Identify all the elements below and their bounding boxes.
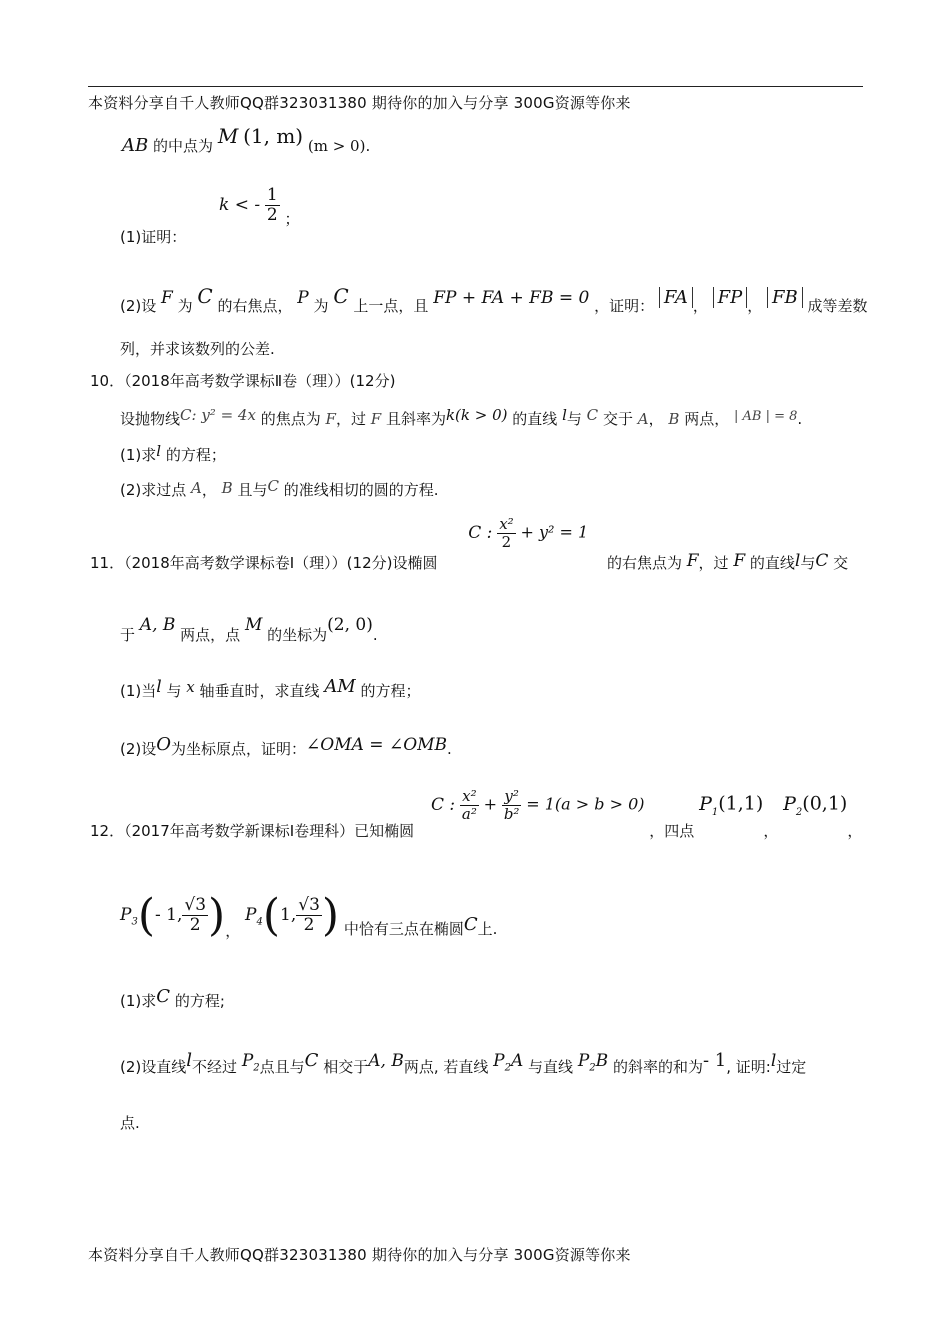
q10-s4: 的焦点为 bbox=[260, 410, 321, 428]
q12-p2-l2: l bbox=[770, 1051, 777, 1071]
q9-cond: (m > 0) bbox=[307, 137, 366, 155]
frac-num: √3 bbox=[298, 895, 320, 916]
P-letter: P bbox=[699, 792, 712, 815]
q11-line1 bbox=[90, 515, 849, 572]
q11-p1: (1)当 bbox=[120, 682, 157, 700]
q12-p2-minus1: - 1 bbox=[702, 1050, 727, 1071]
q12-P3-close-paren: ) bbox=[208, 890, 226, 941]
q9-abs-FP: FP bbox=[713, 287, 748, 308]
q9-abs-FA: FA bbox=[659, 287, 693, 308]
P-sub: 2 bbox=[589, 1062, 596, 1074]
q11-p1-c: 轴垂直时，求直线 bbox=[199, 682, 320, 700]
q12-p2-l: l bbox=[186, 1050, 193, 1071]
q9-t5: ，证明： bbox=[594, 297, 655, 315]
q11-C: C : bbox=[468, 522, 493, 543]
q12-t1: ，四点 bbox=[649, 821, 695, 840]
q12-P4-close-paren: ) bbox=[321, 890, 340, 941]
q10-s10: 的直线 bbox=[512, 410, 558, 428]
q10-l: l bbox=[562, 406, 567, 424]
q11-line2 bbox=[120, 614, 378, 644]
q11-F2: F bbox=[733, 550, 746, 571]
P-sub: 2 bbox=[504, 1062, 511, 1074]
q12-c2: ， bbox=[847, 821, 863, 840]
q12-P1 bbox=[699, 792, 719, 818]
q9-t4: 上一点，且 bbox=[353, 297, 429, 315]
q12-P4-frac bbox=[296, 896, 322, 934]
q10-s18: 两点， bbox=[684, 410, 730, 428]
q12-p1-end: 的方程; bbox=[174, 992, 225, 1010]
q12-part1 bbox=[120, 986, 225, 1010]
frac-den: 2 bbox=[189, 915, 201, 935]
q9-C: C bbox=[197, 284, 213, 308]
q10-p2-comma: ， bbox=[201, 481, 217, 499]
q10-B: B bbox=[668, 410, 680, 428]
q12-p2-C: C bbox=[304, 1050, 319, 1071]
q10-p2-t: 且与 bbox=[237, 481, 268, 499]
q12-plus: + bbox=[483, 794, 498, 814]
q9-point: (1, m) bbox=[243, 124, 304, 148]
q11-angle-eq: ∠OMA = ∠OMB bbox=[306, 735, 448, 755]
q9-m: M bbox=[217, 124, 239, 148]
P-letter: P bbox=[120, 905, 132, 925]
q12-t3: 上. bbox=[477, 920, 498, 938]
q9-continuation bbox=[122, 124, 371, 156]
P-sub: 2 bbox=[795, 806, 803, 818]
q9-part1-end: ； bbox=[284, 209, 300, 228]
q10-F: F bbox=[325, 410, 336, 428]
q11-p1-d: 的方程； bbox=[360, 682, 421, 700]
q12-eq-rest: = 1(a > b > 0) bbox=[526, 794, 645, 814]
P-sub: 1 bbox=[711, 806, 719, 818]
q12-p2-P2B bbox=[577, 1051, 609, 1074]
q9-vector-eq: FP + FA + FB = 0 bbox=[433, 288, 590, 308]
q9-part1 bbox=[120, 185, 300, 246]
P-letter: P bbox=[245, 905, 257, 925]
q12-p2-f: 与直线 bbox=[528, 1058, 574, 1076]
q11-l2-b: 两点，点 bbox=[180, 626, 241, 644]
q12-p2-d: 相交于 bbox=[323, 1058, 369, 1076]
q12-P2 bbox=[783, 792, 803, 818]
q9-abs-FB: FB bbox=[767, 287, 803, 308]
q10-F2: F bbox=[370, 410, 382, 428]
q12-p2-P2 bbox=[241, 1051, 260, 1074]
q11-l2-a: 于 bbox=[120, 626, 136, 644]
q9-part1-frac bbox=[265, 186, 280, 224]
q12-p2-h: , 证明: bbox=[726, 1058, 771, 1076]
q12-p2-AB: A, B bbox=[368, 1051, 404, 1071]
q12-heading: 12．（2017年高考数学新课标Ⅰ卷理科）已知椭圆 bbox=[90, 821, 415, 840]
q10-p2-A: A bbox=[191, 479, 202, 497]
q10-p1: (1)求 bbox=[120, 446, 157, 464]
q9-part2-line2: 列，并求该数列的公差. bbox=[120, 340, 275, 358]
q10-s1: 设抛物线 bbox=[120, 410, 181, 428]
q10-chord: | AB | = 8 bbox=[733, 409, 798, 424]
q9-C2: C bbox=[333, 284, 349, 308]
q9-part2: (2)设 F 为 C 的右焦点， P 为 C 上一点，且 FP + FA + FB = 0 ，证明： FA ， FP ， FB 成等差数 bbox=[120, 284, 868, 315]
q9-F: F bbox=[161, 288, 173, 308]
q12-p2-i: 过定 bbox=[776, 1058, 807, 1076]
q10-p1-end: 的方程； bbox=[165, 446, 226, 464]
q9-part1-label: (1)证明： bbox=[120, 227, 187, 246]
P-sub: 4 bbox=[256, 916, 263, 928]
q12-p1-C: C bbox=[156, 986, 171, 1007]
q11-p2-d: . bbox=[447, 740, 452, 758]
q10-statement bbox=[120, 408, 802, 429]
q12-frac-x bbox=[460, 788, 479, 822]
q9-t6: 成等差数 bbox=[807, 297, 868, 315]
q10-p2: (2)求过点 bbox=[120, 481, 187, 499]
P-letter: P bbox=[241, 1051, 254, 1071]
q10-p1-l: l bbox=[156, 442, 162, 460]
q10-s20: . bbox=[797, 410, 803, 428]
q12-p2-P2A bbox=[493, 1051, 524, 1074]
q9-part2-label: (2)设 bbox=[120, 297, 157, 315]
q11-C2: C bbox=[815, 550, 829, 571]
q11-AB: A, B bbox=[139, 615, 176, 635]
q10-A: A bbox=[637, 410, 649, 428]
q11-part1 bbox=[120, 676, 421, 700]
q9-period: . bbox=[365, 137, 371, 155]
q10-s8: 且斜率为 bbox=[385, 410, 446, 428]
q9-t1: 为 bbox=[177, 297, 193, 315]
q12-P3 bbox=[120, 905, 138, 928]
q12-c3: ， bbox=[225, 922, 241, 940]
q12-p2-e: 两点, 若直线 bbox=[403, 1058, 489, 1076]
frac-den: b² bbox=[503, 804, 520, 823]
q11-t2: ，过 bbox=[698, 553, 729, 572]
q11-M: M bbox=[244, 615, 263, 635]
frac-num: x² bbox=[499, 515, 514, 533]
q10-p2-C: C bbox=[267, 477, 279, 495]
q11-t1: 的右焦点为 bbox=[606, 553, 682, 572]
A-letter: A bbox=[510, 1051, 524, 1071]
P-letter: P bbox=[577, 1051, 590, 1071]
q10-parabola: y² = 4x bbox=[201, 406, 256, 424]
q12-part2 bbox=[120, 1050, 807, 1076]
q10-s12: 与 bbox=[566, 410, 582, 428]
P-sub: 3 bbox=[131, 916, 138, 928]
frac-den: 2 bbox=[266, 204, 278, 225]
P-sub: 2 bbox=[253, 1062, 260, 1074]
q12-P3-frac bbox=[182, 896, 208, 934]
B-letter: B bbox=[595, 1051, 609, 1071]
q10-heading: 10．（2018年高考数学课标Ⅱ卷（理））(12分) bbox=[90, 372, 396, 390]
q9-text: 的中点为 bbox=[153, 137, 214, 155]
q12-P2-coord: (0,1) bbox=[802, 792, 848, 815]
q11-AM: AM bbox=[324, 676, 356, 697]
q9-part1-ineq: k < - bbox=[219, 194, 261, 215]
q12-part2-line2: 点. bbox=[120, 1114, 140, 1132]
q11-t5: 交 bbox=[833, 553, 849, 572]
page-footer: 本资料分享自千人教师QQ群323031380 期待你的加入与分享 300G资源等你来 bbox=[88, 1246, 631, 1264]
q10-C: C: bbox=[180, 406, 197, 424]
q11-l2-c: 的坐标为 bbox=[267, 626, 328, 644]
frac-den: 2 bbox=[501, 532, 512, 551]
q10-part2 bbox=[120, 479, 439, 500]
q12-c1: ， bbox=[763, 821, 779, 840]
q12-P4-open-paren: ( bbox=[262, 890, 280, 941]
q12-P4 bbox=[245, 905, 263, 928]
q11-p1-x: x bbox=[186, 678, 195, 696]
q11-l: l bbox=[794, 550, 801, 571]
q9-ab: AB bbox=[122, 135, 149, 156]
P-letter: P bbox=[783, 792, 796, 815]
P-letter: P bbox=[493, 1051, 505, 1071]
frac-den: a² bbox=[461, 804, 477, 823]
q11-O: O bbox=[156, 734, 172, 755]
q10-part1 bbox=[120, 444, 226, 465]
q12-P3-open-paren: ( bbox=[137, 890, 155, 941]
q11-t3: 的直线 bbox=[749, 553, 795, 572]
q12-C: C : bbox=[430, 794, 456, 815]
q12-line1 bbox=[90, 787, 863, 840]
q12-C2: C bbox=[463, 914, 478, 935]
q11-heading: 11．（2018年高考数学课标卷Ⅰ（理））(12分)设椭圆 bbox=[90, 553, 438, 572]
q11-part2 bbox=[120, 734, 452, 758]
q10-p2-B: B bbox=[221, 479, 233, 497]
q12-p2-b: 不经过 bbox=[192, 1058, 238, 1076]
q11-eq-rest: + y² = 1 bbox=[520, 522, 589, 542]
q9-t2: 的右焦点， bbox=[217, 297, 293, 315]
q12-frac-y bbox=[502, 788, 522, 822]
q10-s6: ，过 bbox=[335, 410, 366, 428]
q9-t3: 为 bbox=[313, 297, 329, 315]
q10-p2-end: 的准线相切的圆的方程. bbox=[283, 481, 439, 499]
q11-t4: 与 bbox=[800, 553, 816, 572]
q11-point: (2, 0) bbox=[327, 615, 373, 635]
q10-s14: 交于 bbox=[602, 410, 633, 428]
q12-p2-g: 的斜率的和为 bbox=[612, 1058, 703, 1076]
q10-slope: k(k > 0) bbox=[445, 406, 508, 424]
header-rule bbox=[88, 86, 863, 87]
q9-P: P bbox=[297, 288, 309, 308]
q11-p1-b: 与 bbox=[166, 682, 182, 700]
q11-frac bbox=[497, 516, 515, 550]
q11-p1-l: l bbox=[156, 677, 162, 697]
q10-s16: ， bbox=[648, 410, 664, 428]
q11-l2-d: . bbox=[372, 626, 378, 644]
q11-p2: (2)设 bbox=[120, 740, 157, 758]
q11-p2-b: 为坐标原点，证明： bbox=[171, 740, 307, 758]
frac-den: 2 bbox=[303, 915, 315, 935]
frac-num: y² bbox=[502, 788, 522, 806]
page-header: 本资料分享自千人教师QQ群323031380 期待你的加入与分享 300G资源等你来 bbox=[88, 94, 631, 112]
q12-t2: 中恰有三点在椭圆 bbox=[343, 920, 464, 938]
q10-C2: C bbox=[586, 406, 599, 424]
frac-num: 1 bbox=[266, 185, 278, 205]
q12-p2-c: 点且与 bbox=[259, 1058, 305, 1076]
q12-p1: (1)求 bbox=[120, 992, 157, 1010]
q12-p2: (2)设直线 bbox=[120, 1058, 187, 1076]
frac-num: x² bbox=[460, 788, 479, 806]
q12-P4-x: 1, bbox=[280, 905, 297, 925]
q12-P3-x: - 1, bbox=[155, 905, 183, 925]
q12-line2 bbox=[120, 890, 497, 941]
q12-P1-coord: (1,1) bbox=[718, 792, 764, 815]
q11-F: F bbox=[686, 550, 699, 571]
frac-num: √3 bbox=[184, 895, 207, 916]
